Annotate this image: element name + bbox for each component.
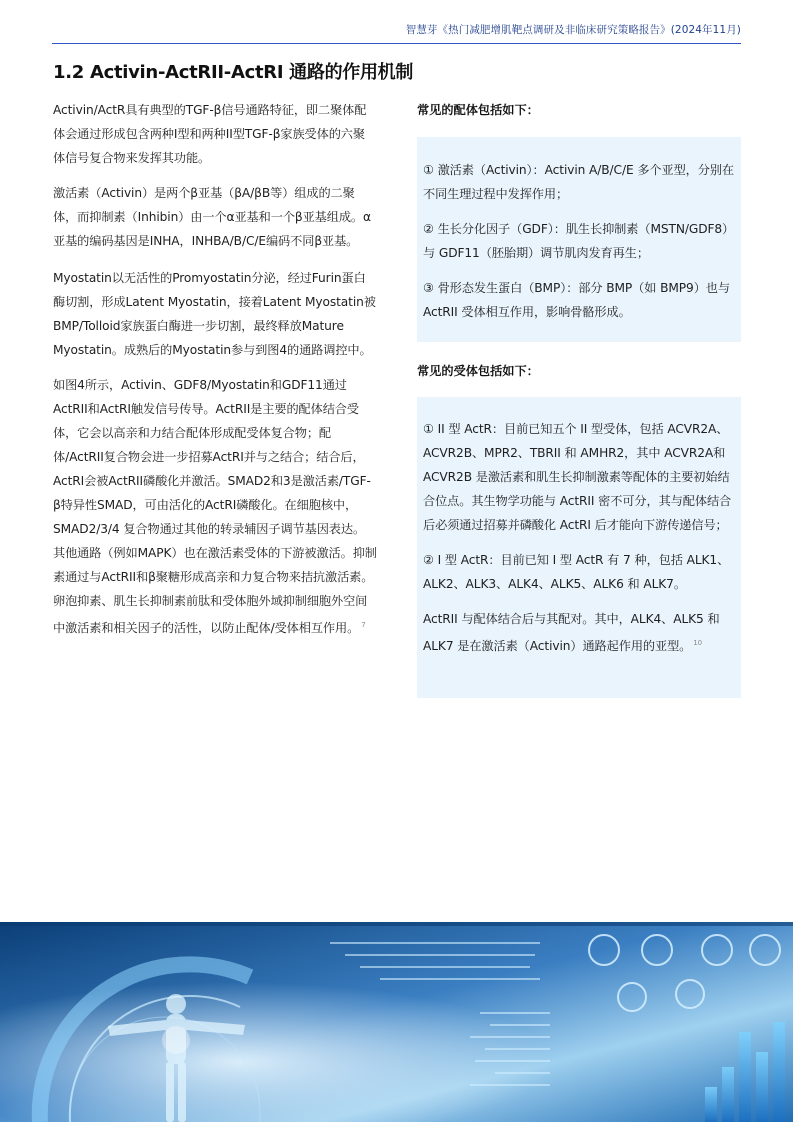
- ligands-heading: 常见的配体包括如下：: [417, 103, 539, 117]
- receptors-heading: 常见的受体包括如下：: [417, 364, 539, 378]
- body-paragraph-2: 激活素（Activin）是两个β亚基（βA/βB等）组成的二聚体，而抑制素（Inhibin）由一个α亚基和一个β亚基组成。α亚基的编码基因是INHA，INHBA/B/C/E编码不同β亚基。: [53, 186, 371, 248]
- ligands-box: [417, 137, 741, 342]
- receptor-item: ② I 型 ActR：目前已知 I 型 ActR 有 7 种，包括 ALK1、ALK2、ALK3、ALK4、ALK5、ALK6 和 ALK7。: [423, 553, 730, 591]
- decorative-tech-banner: [0, 922, 793, 1122]
- body-paragraph-3: Myostatin以无活性的Promyostatin分泌，经过Furin蛋白酶切割，形成Latent Myostatin，接着Latent Myostatin被BMP/Tolloid家族蛋白酶进一步切割，最终释放Mature Myostatin。成熟后的Myostatin参与到图4的通路调控中。: [53, 271, 376, 357]
- receptors-box: [417, 397, 741, 698]
- receptor-item: ActRII 与配体结合后与其配对。其中，ALK4、ALK5 和 ALK7 是在激活素（Activin）通路起作用的亚型。 $^{10}$: [423, 612, 720, 654]
- ligand-item: ② 生长分化因子（GDF）：肌生长抑制素（MSTN/GDF8）与 GDF11（胚胎期）调节肌肉发育再生；: [423, 222, 735, 260]
- ligand-item: ③ 骨形态发生蛋白（BMP）：部分 BMP（如 BMP9）也与 ActRII 受体相互作用，影响骨骼形成。: [423, 281, 730, 319]
- receptor-item: ① II 型 ActR：目前已知五个 II 型受体，包括 ACVR2A、ACVR2B、MPR2、TBRII 和 AMHR2，其中 ACVR2A和ACVR2B 是激活素和肌生长抑制激素等配体的主要初始结合位点。其生物学功能与 ActRII 密不可分，其与配体结合后必须通过招募并磷酸化 ActRI 后才能向下游传递信号；: [423, 422, 732, 532]
- header-divider: [52, 43, 741, 44]
- section-title: 1.2 Activin-ActRII-ActRI 通路的作用机制: [53, 62, 414, 83]
- ligand-item: ① 激活素（Activin）：Activin A/B/C/E 多个亚型，分别在不同生理过程中发挥作用；: [423, 163, 735, 201]
- report-header-title: 智慧芽《热门减肥增肌靶点调研及非临床研究策略报告》(2024年11月): [405, 24, 741, 36]
- footnote-ref[interactable]: 10: [693, 639, 702, 647]
- body-paragraph-1: Activin/ActR具有典型的TGF-β信号通路特征，即二聚体配体会通过形成包含两种I型和两种II型TGF-β家族受体的六聚体信号复合物来发挥其功能。: [53, 103, 367, 165]
- left-column: [53, 98, 377, 651]
- body-paragraph-4: 如图4所示，Activin、GDF8/Myostatin和GDF11通过ActRII和ActRI触发信号传导。ActRII是主要的配体结合受体，它会以高亲和力结合配体形成配受体复合物；配体/ActRII复合物会进一步招募ActRI并与之结合；结合后，ActRI会被ActRII磷酸化并激活。SMAD2和3是激活素/TGF-β特异性SMAD，可由活化的ActRI磷酸化。在细胞核中，SMAD2/3/4 复合物通过其他的转录辅因子调节基因表达。其他通路（例如MAPK）也在激活素受体的下游被激活。抑制素通过与ActRII和β聚糖形成高亲和力复合物来拮抗激活素。卵泡抑素、肌生长抑制素前肽和受体胞外域抑制细胞外空间中激活素和相关因子的活性，以防止配体/受体相互作用。 $^7$: [53, 378, 377, 636]
- footnote-ref[interactable]: 7: [361, 621, 366, 629]
- digital-human-illustration: [0, 922, 793, 1122]
